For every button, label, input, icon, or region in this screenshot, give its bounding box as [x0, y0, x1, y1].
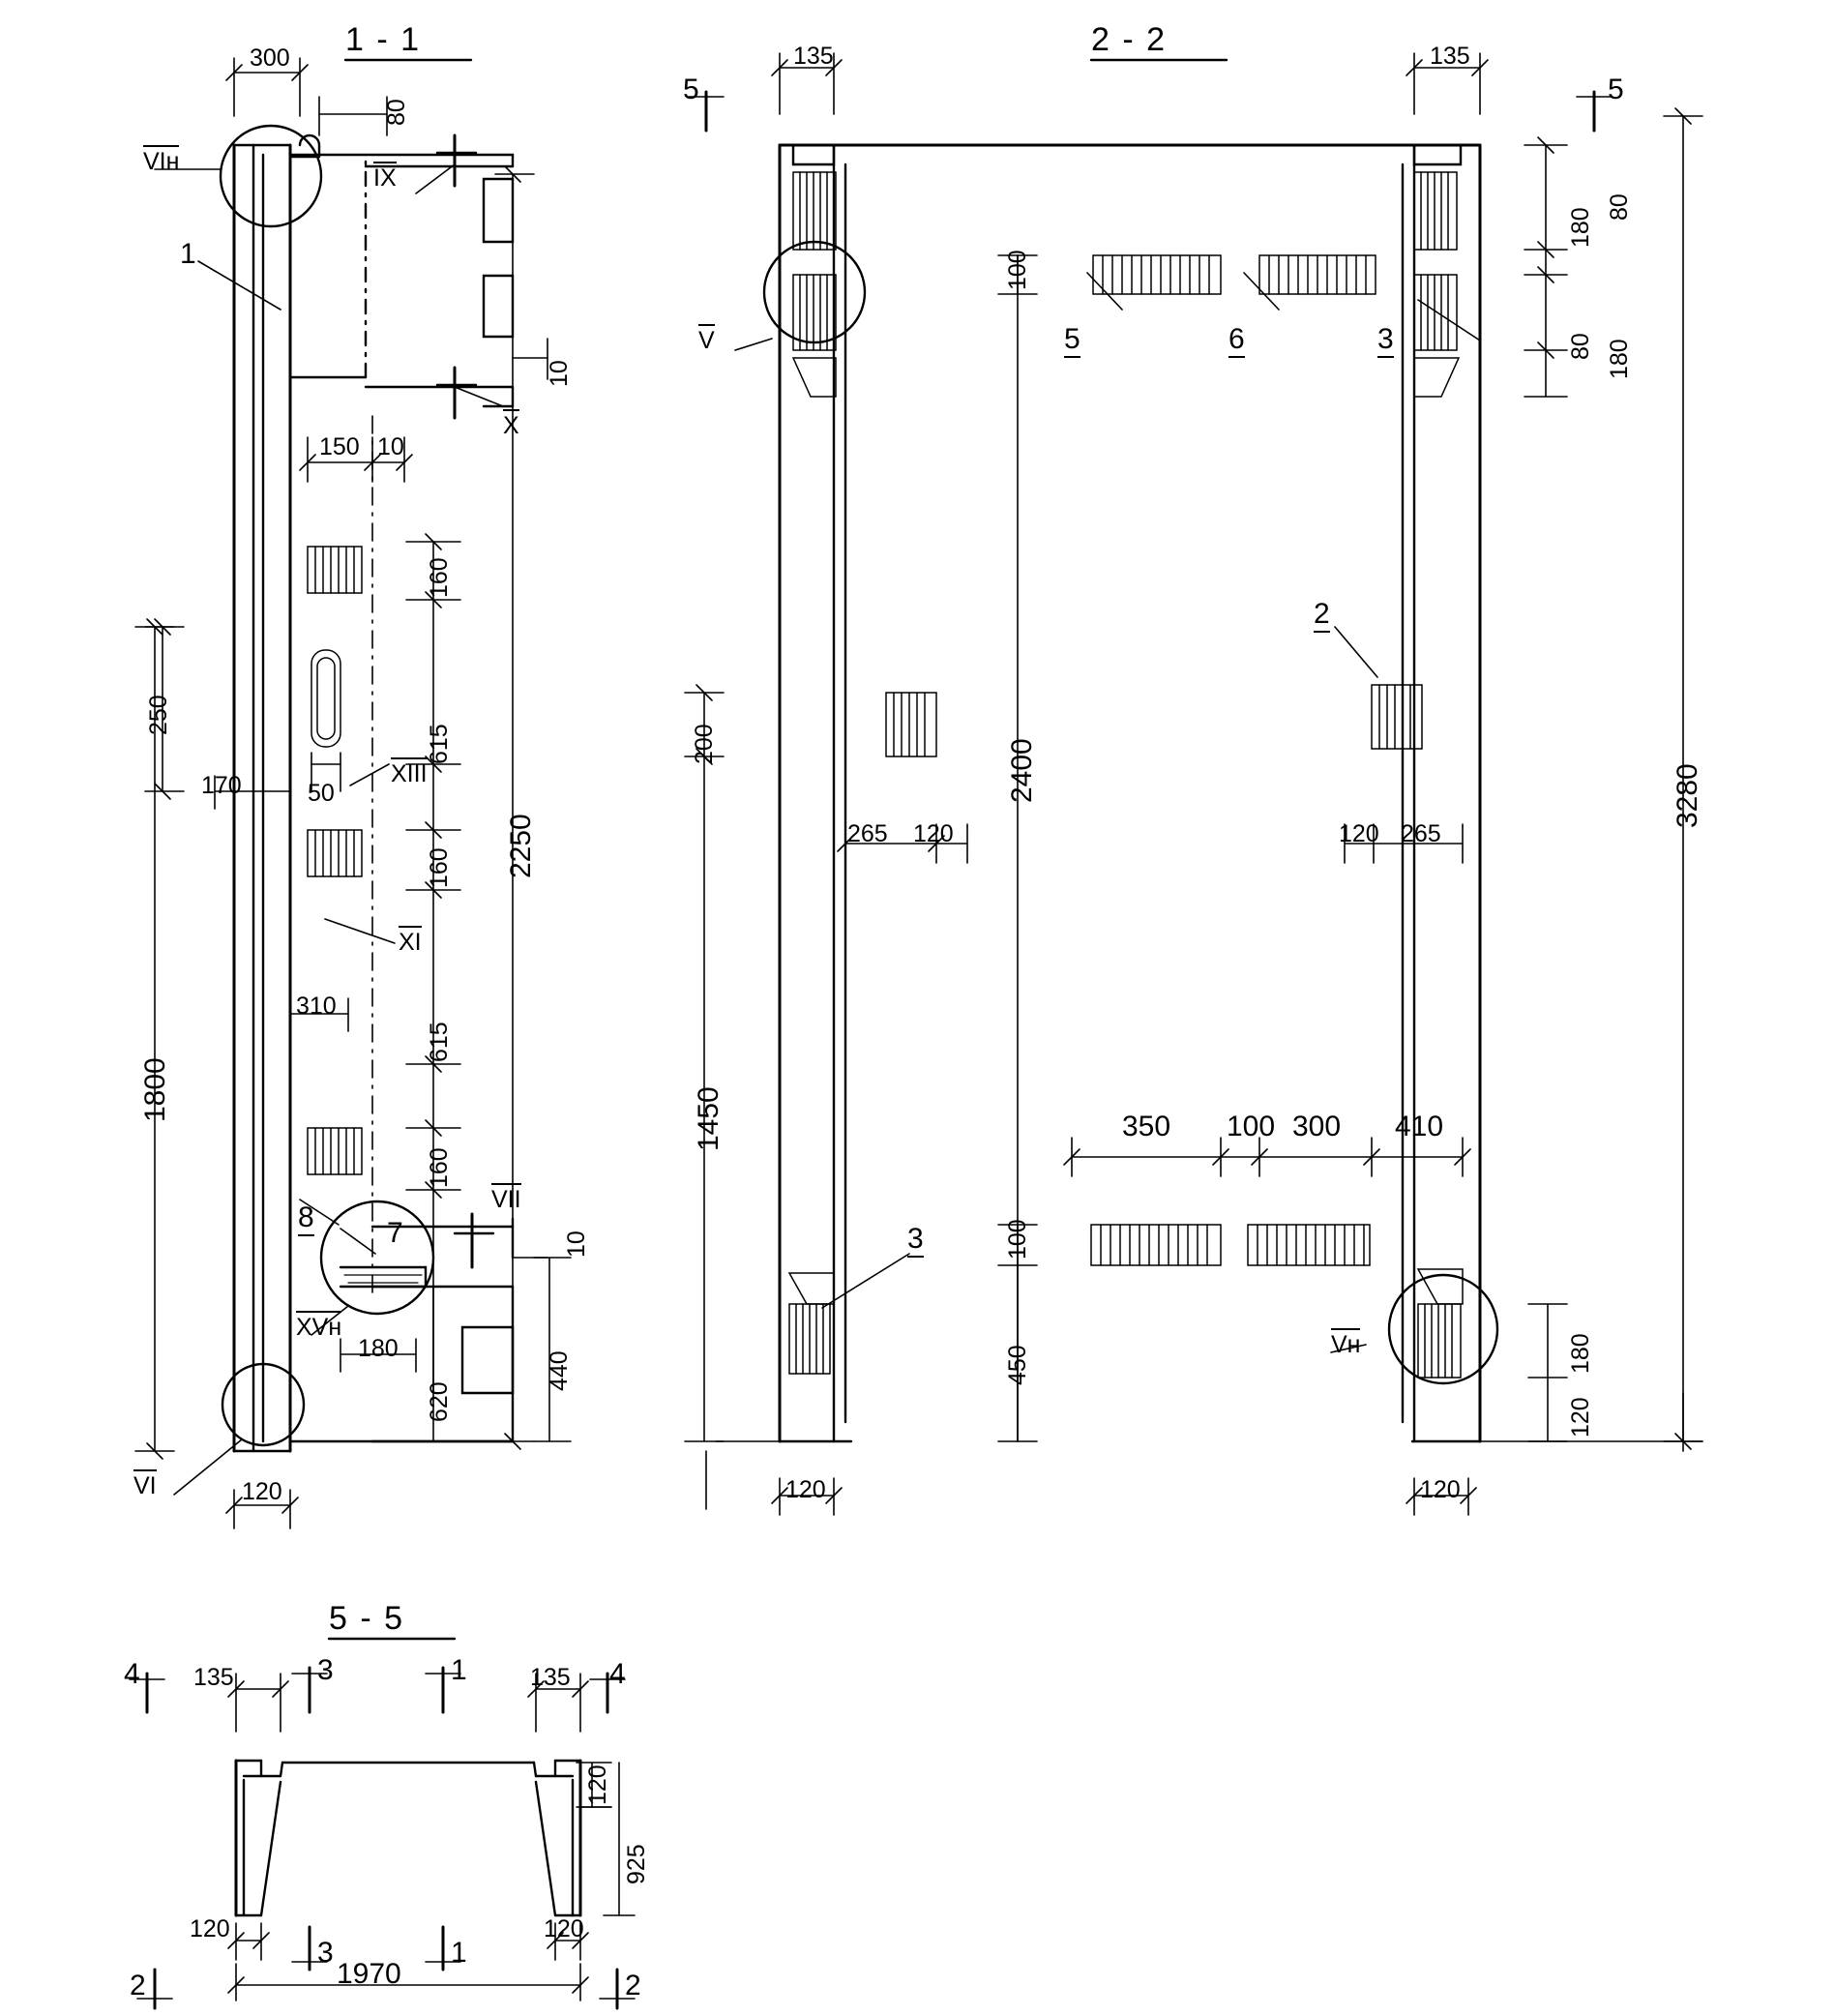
dim-120-right: 120 [1339, 820, 1379, 847]
dim-300-chain: 300 [1292, 1111, 1342, 1142]
dim-410: 410 [1395, 1111, 1444, 1142]
mark-V: V [698, 329, 715, 353]
dim-160-a: 160 [426, 557, 453, 598]
dim-200: 200 [691, 724, 718, 764]
section-mark-1-top: 1 [451, 1654, 467, 1686]
section-mark-4-left: 4 [124, 1658, 140, 1690]
section-mark-1-bottom: 1 [451, 1937, 467, 1969]
section-mark-5-right: 5 [1608, 74, 1624, 105]
dim-615-b: 615 [426, 1022, 453, 1062]
dim-2250: 2250 [505, 814, 537, 878]
dim-50: 50 [308, 780, 335, 807]
mark-XIII: XIII [391, 762, 428, 786]
dim-180-b: 180 [1606, 339, 1633, 379]
dim-180-c: 180 [1567, 1333, 1594, 1374]
mark-VIn: VIн [143, 150, 179, 174]
dim-135-right: 135 [1430, 43, 1470, 70]
dim-150: 150 [319, 433, 360, 460]
view-title-2-2: 2 - 2 [1091, 21, 1168, 58]
mark-IX: IX [373, 166, 397, 191]
dim-120-s-top: 120 [584, 1764, 611, 1805]
mark-VII: VII [491, 1188, 521, 1212]
dim-160-c: 160 [426, 1147, 453, 1188]
view-title-1-1: 1 - 1 [345, 21, 422, 58]
dim-135-s-left: 135 [193, 1664, 234, 1691]
mark-VI: VI [133, 1474, 157, 1498]
dim-2400: 2400 [1006, 738, 1038, 803]
view-title-5-5: 5 - 5 [329, 1600, 405, 1637]
dim-120-br: 120 [1420, 1476, 1461, 1503]
dim-440: 440 [546, 1350, 573, 1391]
mark-XI: XI [399, 931, 422, 955]
pos-7: 7 [387, 1217, 403, 1249]
pos-6: 6 [1228, 325, 1245, 354]
dim-1970: 1970 [337, 1958, 401, 1990]
dim-620: 620 [426, 1381, 453, 1422]
dim-170: 170 [201, 772, 242, 799]
dim-120-c: 120 [1567, 1397, 1594, 1438]
pos-3-lower: 3 [907, 1225, 924, 1254]
dim-300: 300 [250, 44, 290, 72]
dim-925: 925 [623, 1844, 650, 1884]
dim-100-lower: 100 [1004, 1219, 1031, 1260]
dim-160-b: 160 [426, 847, 453, 888]
dim-265-left: 265 [847, 820, 888, 847]
section-mark-5-left: 5 [683, 74, 699, 105]
section-mark-3-top: 3 [317, 1654, 334, 1686]
dim-180-a: 180 [1567, 207, 1594, 248]
section-mark-4-right: 4 [609, 1658, 626, 1690]
dim-120-s-br: 120 [544, 1915, 584, 1942]
dim-1450: 1450 [693, 1086, 725, 1151]
dim-120-s-bl: 120 [190, 1915, 230, 1942]
pos-1: 1 [180, 238, 196, 270]
dim-350: 350 [1122, 1111, 1171, 1142]
dim-80: 80 [383, 99, 410, 126]
dim-100-chain: 100 [1227, 1111, 1276, 1142]
mark-XVn: XVн [296, 1316, 341, 1340]
dim-135-s-right: 135 [530, 1664, 571, 1691]
pos-2: 2 [1314, 600, 1330, 629]
pos-3-upper: 3 [1377, 325, 1394, 354]
pos-5: 5 [1064, 325, 1080, 354]
dim-10-upper: 10 [546, 360, 573, 387]
dim-10-lower: 10 [563, 1230, 590, 1258]
section-mark-2-right: 2 [625, 1970, 641, 2001]
section-mark-2-left: 2 [130, 1970, 146, 2001]
dim-100-upper: 100 [1004, 250, 1031, 290]
dim-3280: 3280 [1672, 763, 1703, 828]
dim-80-a: 80 [1606, 193, 1633, 221]
mark-Vn: Vн [1331, 1333, 1360, 1357]
dim-250: 250 [145, 695, 172, 735]
dim-1800: 1800 [139, 1057, 171, 1122]
dim-120-bl: 120 [785, 1476, 826, 1503]
dim-120-left: 120 [913, 820, 954, 847]
dim-310: 310 [296, 993, 337, 1020]
dim-80-b: 80 [1567, 333, 1594, 360]
dim-180: 180 [358, 1335, 399, 1362]
dim-135-left: 135 [793, 43, 834, 70]
dim-450: 450 [1004, 1345, 1031, 1385]
dim-265-right: 265 [1401, 820, 1441, 847]
dim-10-mid: 10 [377, 433, 404, 460]
dim-120-v1: 120 [242, 1478, 282, 1505]
pos-8: 8 [298, 1203, 314, 1232]
mark-X: X [503, 414, 519, 438]
dim-615-a: 615 [426, 724, 453, 764]
section-mark-3-bottom: 3 [317, 1937, 334, 1969]
